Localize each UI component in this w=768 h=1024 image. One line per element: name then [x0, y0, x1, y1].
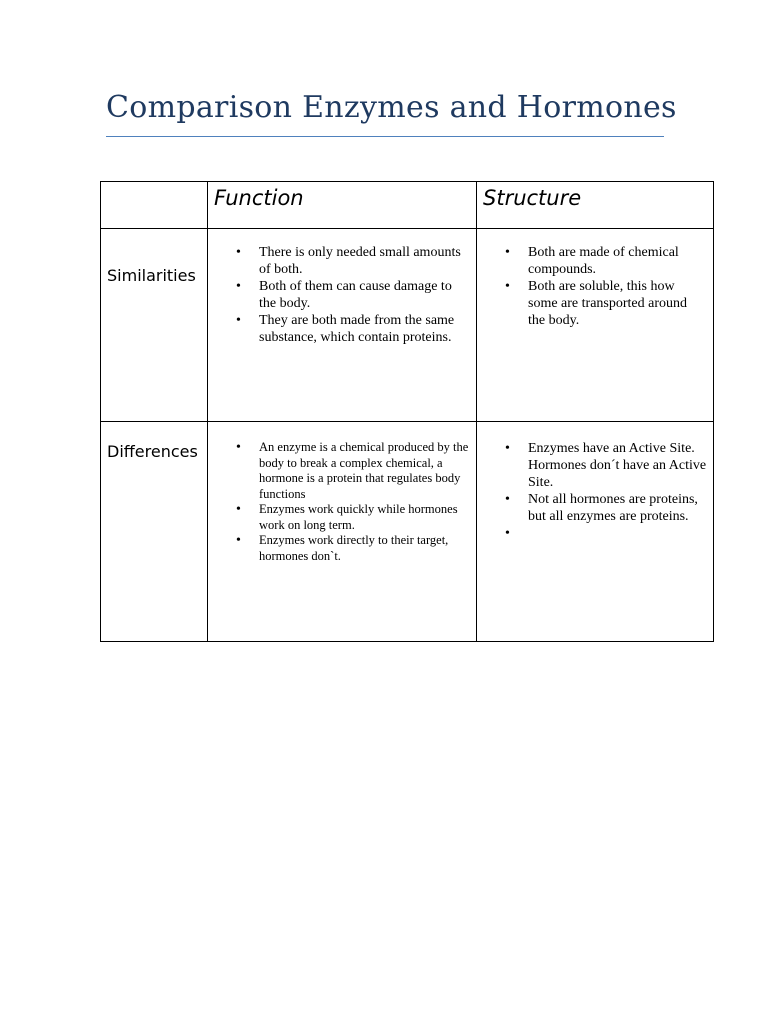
bullet-icon: • [236, 440, 241, 455]
list-item [208, 533, 470, 564]
list-item-text: Enzymes work quickly while hormones work on long term. [259, 502, 458, 532]
list-item-text: There is only needed small amounts of both. [259, 245, 461, 277]
list-item-text: Both are soluble, this how some are transported around the body. [528, 279, 687, 328]
corner-cell [101, 182, 208, 229]
row-similarities [101, 229, 714, 422]
title-underline [106, 136, 664, 137]
similarities-function-list [208, 229, 476, 346]
list-item-text: Both of them can cause damage to the body. [259, 279, 452, 311]
bullet-icon: • [505, 279, 510, 294]
row-label-differences: Differences [107, 442, 198, 461]
page-title: Comparison Enzymes and Hormones [106, 90, 677, 125]
bullet-icon: • [505, 492, 510, 507]
bullet-icon: • [236, 502, 241, 517]
similarities-structure-list [477, 229, 713, 329]
differences-structure-list [477, 422, 713, 542]
header-row [101, 182, 714, 229]
differences-function-cell [208, 422, 477, 642]
row-label-cell [101, 229, 208, 422]
bullet-icon: • [236, 279, 241, 294]
bullet-icon: • [236, 533, 241, 548]
differences-structure-cell [477, 422, 714, 642]
bullet-icon: • [505, 441, 510, 456]
list-item-text: They are both made from the same substance, which contain proteins. [259, 313, 455, 345]
comparison-table [100, 181, 714, 642]
bullet-icon: • [236, 313, 241, 328]
list-item [477, 525, 707, 542]
list-item-text [528, 526, 532, 541]
bullet-icon: • [505, 245, 510, 260]
list-item [208, 440, 470, 502]
bullet-icon: • [236, 245, 241, 260]
list-item [477, 244, 707, 278]
row-differences [101, 422, 714, 642]
list-item-text: An enzyme is a chemical produced by the body to break a complex chemical, a hormone is a protein that regulates body functions [259, 440, 469, 501]
header-cell-function [208, 182, 477, 229]
similarities-structure-cell [477, 229, 714, 422]
header-cell-structure [477, 182, 714, 229]
list-item [208, 244, 470, 278]
row-label-cell [101, 422, 208, 642]
list-item [208, 502, 470, 533]
list-item [477, 278, 707, 329]
column-header-function: Function [214, 186, 304, 210]
bullet-icon: • [505, 526, 510, 541]
list-item [477, 491, 707, 525]
list-item [208, 278, 470, 312]
list-item-text: Not all hormones are proteins, but all enzymes are proteins. [528, 492, 698, 524]
row-label-similarities: Similarities [107, 266, 196, 285]
list-item [477, 440, 707, 491]
column-header-structure: Structure [483, 186, 582, 210]
similarities-function-cell [208, 229, 477, 422]
list-item-text: Enzymes work directly to their target, hormones don`t. [259, 533, 449, 563]
list-item-text: Enzymes have an Active Site. Hormones don´t have an Active Site. [528, 441, 707, 490]
list-item [208, 312, 470, 346]
list-item-text: Both are made of chemical compounds. [528, 245, 679, 277]
differences-function-list [208, 422, 476, 564]
